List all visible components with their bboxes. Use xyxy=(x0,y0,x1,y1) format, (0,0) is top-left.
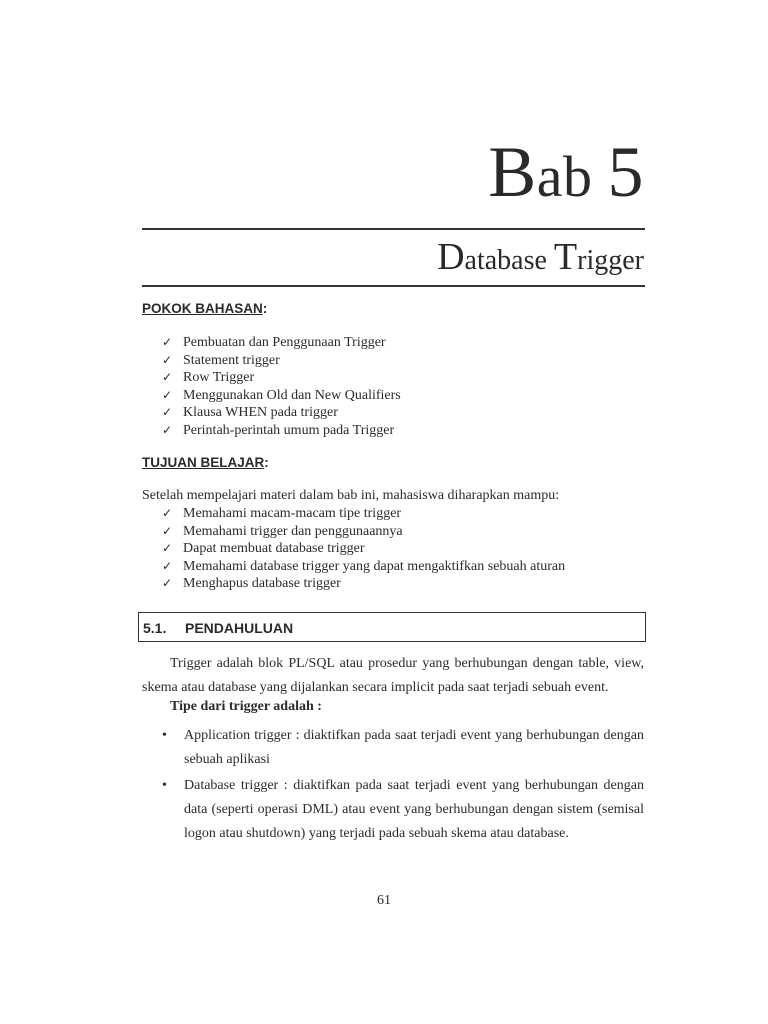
list-item xyxy=(162,540,565,558)
list-item xyxy=(162,523,565,541)
section-heading-box xyxy=(138,612,646,642)
checkmark-icon: ✓ xyxy=(162,558,173,573)
list-item xyxy=(160,724,644,772)
chapter-title-rest: ab xyxy=(536,144,593,209)
checkmark-icon: ✓ xyxy=(162,335,173,349)
trigger-types-subheading: Tipe dari trigger adalah : xyxy=(170,699,322,714)
list-item xyxy=(162,422,401,440)
pokok-bahasan-heading xyxy=(142,301,267,316)
list-item-text: Klausa WHEN pada trigger xyxy=(183,405,338,420)
list-item xyxy=(162,404,401,422)
tujuan-belajar-list xyxy=(162,505,565,593)
list-item-text: Pembuatan dan Penggunaan Trigger xyxy=(183,335,386,350)
list-item-text: Perintah-perintah umum pada Trigger xyxy=(183,422,395,438)
list-item-text: Memahami database trigger yang dapat mengaktifkan sebuah aturan xyxy=(183,558,566,574)
list-item xyxy=(162,369,401,387)
intro-paragraph: Trigger adalah blok PL/SQL atau prosedur yang berhubungan dengan table, view, skema atau database yang dijalankan secara implicit pada saat terjadi sebuah event. xyxy=(142,656,644,695)
list-item-text: Dapat membuat database trigger xyxy=(183,541,365,556)
chapter-number: 5 xyxy=(607,132,644,212)
list-item-text: Memahami macam-macam tipe trigger xyxy=(183,506,402,521)
pokok-bahasan-list xyxy=(162,334,401,439)
subtitle-initial-2: T xyxy=(553,236,578,278)
subtitle-rest-1: atabase xyxy=(464,245,547,276)
tujuan-belajar-colon: : xyxy=(264,455,269,470)
chapter-title xyxy=(488,132,644,212)
bullet-dot-icon: • xyxy=(162,728,167,743)
list-item-text: Row Trigger xyxy=(183,370,255,385)
checkmark-icon: ✓ xyxy=(162,370,173,384)
subtitle-initial-1: D xyxy=(437,236,465,278)
list-item xyxy=(160,774,644,846)
top-rule xyxy=(142,228,645,230)
checkmark-icon: ✓ xyxy=(162,523,173,538)
checkmark-icon: ✓ xyxy=(162,576,173,590)
checkmark-icon: ✓ xyxy=(162,405,173,419)
list-item xyxy=(162,387,401,405)
list-item-text: Database trigger : diaktifkan pada saat terjadi event yang berhubungan dengan data (seperti operasi DML) atau event yang berhubungan dengan sistem (semisal logon atau shutdown) yang terjadi pada sebuah skema atau database. xyxy=(184,778,644,841)
list-item xyxy=(162,505,565,523)
pokok-bahasan-label: POKOK BAHASAN xyxy=(142,301,263,316)
list-item-text: Menghapus database trigger xyxy=(183,576,341,591)
tujuan-belajar-intro: Setelah mempelajari materi dalam bab ini, mahasiswa diharapkan mampu: xyxy=(142,488,560,503)
bullet-dot-icon: • xyxy=(162,778,167,793)
checkmark-icon: ✓ xyxy=(162,506,173,520)
section-name: PENDAHULUAN xyxy=(185,620,294,636)
list-item-text: Statement trigger xyxy=(183,352,280,368)
trigger-types-list xyxy=(160,724,644,848)
page-number: 61 xyxy=(377,893,391,908)
list-item-text: Menggunakan Old dan New Qualifiers xyxy=(183,387,401,403)
tujuan-belajar-label: TUJUAN BELAJAR xyxy=(142,455,265,470)
list-item-text: Application trigger : diaktifkan pada saat terjadi event yang berhubungan dengan sebuah aplikasi xyxy=(184,728,644,767)
chapter-subtitle xyxy=(437,238,644,276)
list-item xyxy=(162,558,565,576)
list-item xyxy=(162,334,401,352)
checkmark-icon: ✓ xyxy=(162,387,173,402)
pokok-bahasan-colon: : xyxy=(262,301,268,316)
list-item-text: Memahami trigger dan penggunaannya xyxy=(183,523,403,539)
section-number: 5.1. xyxy=(143,620,167,636)
list-item xyxy=(162,575,565,593)
list-item xyxy=(162,352,401,370)
checkmark-icon: ✓ xyxy=(162,541,173,555)
checkmark-icon: ✓ xyxy=(162,352,173,367)
subtitle-rest-2: rigger xyxy=(577,245,644,276)
checkmark-icon: ✓ xyxy=(162,422,173,437)
tujuan-belajar-heading xyxy=(142,455,269,470)
chapter-title-initial: B xyxy=(488,132,537,212)
bottom-rule xyxy=(142,285,645,287)
